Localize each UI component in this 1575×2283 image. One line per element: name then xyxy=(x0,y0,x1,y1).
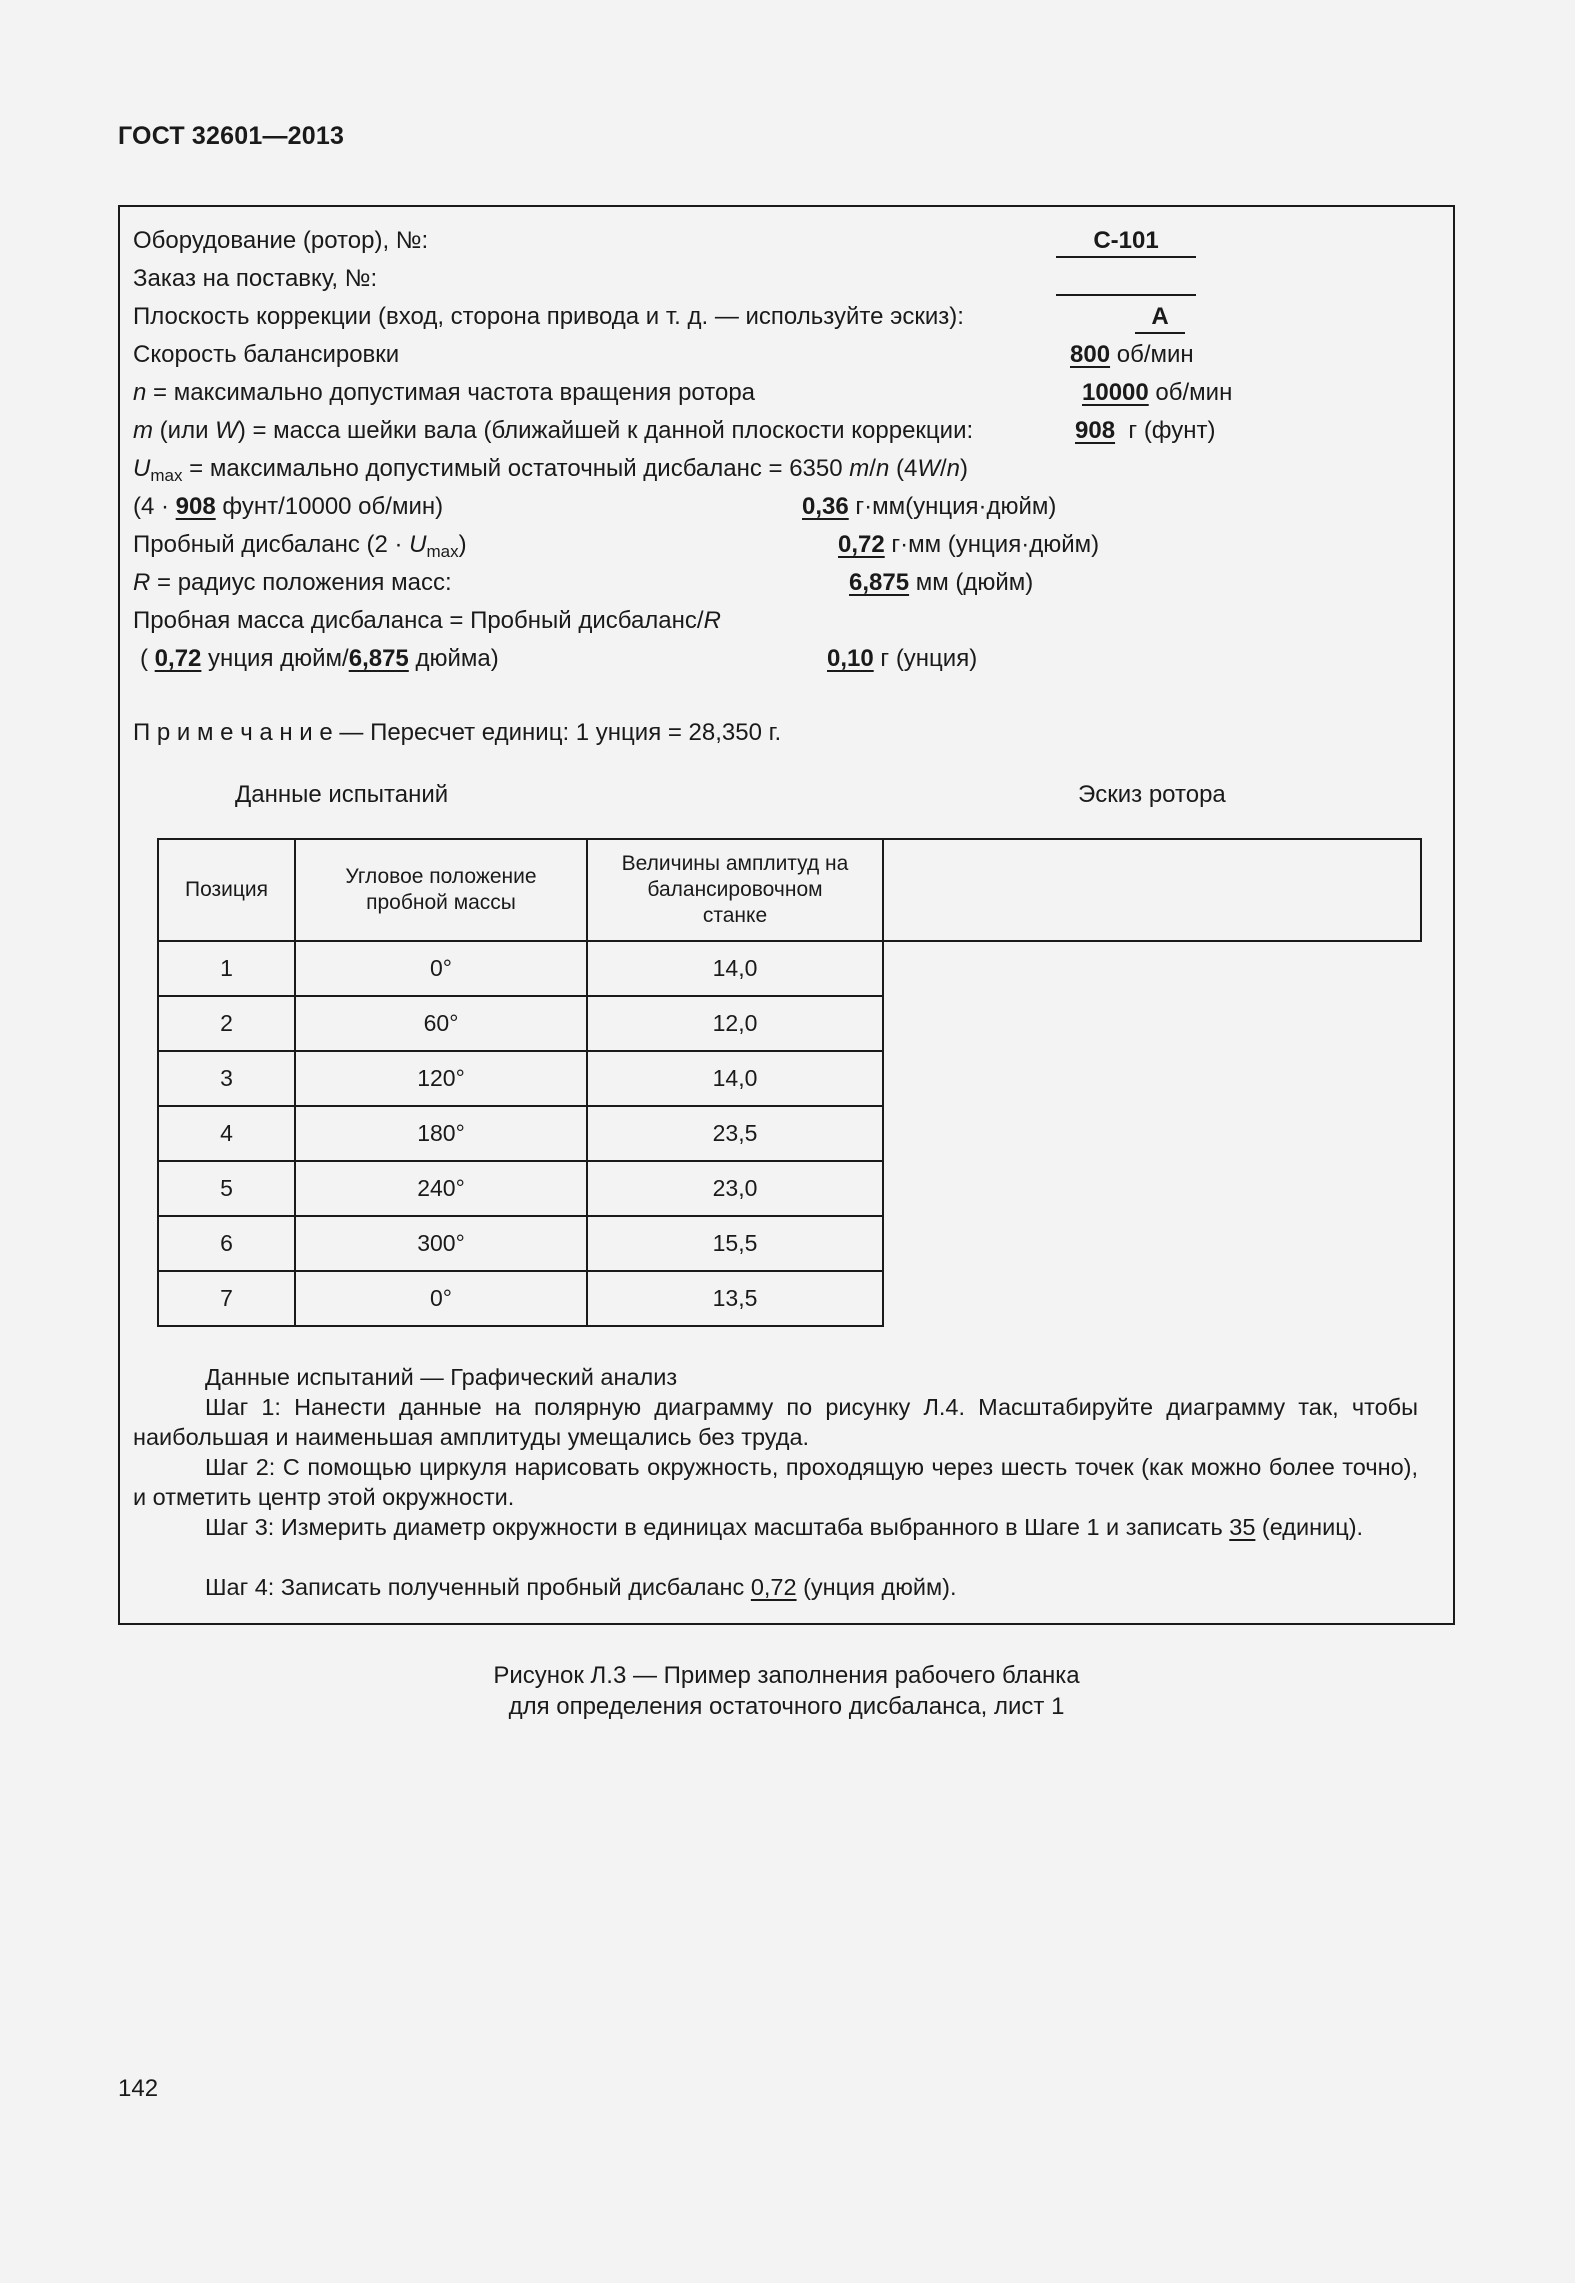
trial-close: ) xyxy=(458,531,467,558)
cell-position: 7 xyxy=(158,1271,295,1326)
r-symbol: R xyxy=(133,569,151,596)
n-line xyxy=(133,378,755,408)
trial-symbol: U xyxy=(409,531,427,558)
step-4-text-a: Шаг 4: Записать полученный пробный дисбаланс xyxy=(205,1574,751,1600)
rotor-sketch-area xyxy=(883,839,1421,941)
u-label: = максимально допустимый остаточный дисбаланс = 6350 xyxy=(182,455,850,482)
figure-caption xyxy=(118,1660,1455,1722)
analysis-title-line xyxy=(133,1362,1418,1392)
cell-position: 4 xyxy=(158,1106,295,1161)
u-subscript: max xyxy=(150,466,183,485)
n-unit: об/мин xyxy=(1155,379,1233,406)
u-formula-n2: n xyxy=(946,455,960,482)
cell-position: 5 xyxy=(158,1161,295,1216)
tests-heading: Данные испытаний xyxy=(235,781,449,808)
cell-amplitude: 15,5 xyxy=(587,1216,883,1271)
r-value: 6,875 xyxy=(849,569,910,596)
trial-label: Пробный дисбаланс (2 · xyxy=(133,531,410,558)
cell-angle: 300° xyxy=(295,1216,587,1271)
analysis-step-1 xyxy=(133,1392,1418,1452)
page-header: ГОСТ 32601—2013 xyxy=(118,122,345,150)
step-3-text-a: Шаг 3: Измерить диаметр окружности в единицах масштаба выбранного в Шаге 1 и записать xyxy=(205,1514,1230,1540)
equipment-label: Оборудование (ротор), №: xyxy=(133,227,429,254)
cell-amplitude: 14,0 xyxy=(587,1051,883,1106)
r-unit: мм (дюйм) xyxy=(915,569,1034,596)
u-formula-m: m xyxy=(849,455,870,482)
cell-position: 1 xyxy=(158,941,295,996)
speed-field xyxy=(1070,340,1194,370)
col-header-amplitude: Величины амплитуд на балансировочном станке xyxy=(587,839,883,941)
cell-angle: 180° xyxy=(295,1106,587,1161)
order-blank xyxy=(1056,264,1196,296)
cell-angle: 120° xyxy=(295,1051,587,1106)
n-label: = максимально допустимая частота вращения ротора xyxy=(146,379,756,406)
table-header-row xyxy=(158,839,1421,941)
u-formula-rest2: / xyxy=(939,455,947,482)
calc-rest: фунт/10000 об/мин) xyxy=(215,493,444,520)
mass-open: ( xyxy=(140,645,155,672)
mass-field xyxy=(827,644,977,674)
mass-line xyxy=(133,606,721,636)
table-row xyxy=(158,996,1421,1051)
equipment-value: С-101 xyxy=(1056,226,1196,258)
n-symbol: n xyxy=(133,379,147,406)
note-line xyxy=(133,718,781,748)
calc-result-field xyxy=(802,492,1056,522)
mass-unit: г (унция) xyxy=(880,645,978,672)
trial-subscript: max xyxy=(426,542,459,561)
m-mid: (или xyxy=(153,417,216,444)
u-formula-rest1: (4 xyxy=(889,455,918,482)
step-3-value: 35 xyxy=(1229,1514,1256,1540)
cell-amplitude: 23,5 xyxy=(587,1106,883,1161)
r-label: = радиус положения масс: xyxy=(150,569,452,596)
order-label: Заказ на поставку, №: xyxy=(133,265,378,292)
mass-mid: унция дюйм/ xyxy=(201,645,349,672)
analysis-title: Данные испытаний — Графический анализ xyxy=(205,1364,678,1390)
u-symbol: U xyxy=(133,455,151,482)
u-formula-n: n xyxy=(875,455,890,482)
trial-value: 0,72 xyxy=(838,531,885,558)
m-label: ) = масса шейки вала (ближайшей к данной плоскости коррекции: xyxy=(237,417,974,444)
page-number: 142 xyxy=(118,2075,159,2102)
test-data-table xyxy=(157,838,1422,1327)
step-2-text: Шаг 2: С помощью циркуля нарисовать окружность, проходящую через шесть точек (как можно более точно), и отметить центр этой окружности. xyxy=(133,1454,1418,1510)
mass-v1: 0,72 xyxy=(154,645,202,672)
m-unit: г (фунт) xyxy=(1128,417,1216,444)
speed-label: Скорость балансировки xyxy=(133,341,400,368)
table-row xyxy=(158,941,1421,996)
cell-amplitude: 12,0 xyxy=(587,996,883,1051)
analysis-step-3 xyxy=(133,1512,1418,1542)
u-line xyxy=(133,454,968,484)
col-header-angle: Угловое положение пробной массы xyxy=(295,839,587,941)
col-header-position: Позиция xyxy=(158,839,295,941)
step-1-text: Шаг 1: Нанести данные на полярную диаграмму по рисунку Л.4. Масштабируйте диаграмму так, чтобы наибольшая и наименьшая амплитуды умещались без труда. xyxy=(133,1394,1418,1450)
mass-value: 0,10 xyxy=(827,645,874,672)
step-4-text-b: (унция дюйм). xyxy=(796,1574,957,1600)
cell-amplitude: 23,0 xyxy=(587,1161,883,1216)
mass-end: дюйма) xyxy=(408,645,499,672)
n-value: 10000 xyxy=(1082,379,1149,406)
trial-unit: г·мм (унция·дюйм) xyxy=(891,531,1100,558)
speed-unit: об/мин xyxy=(1116,341,1194,368)
m-value: 908 xyxy=(1075,417,1116,444)
calc-line xyxy=(133,492,443,522)
m-field xyxy=(1075,416,1216,446)
table-row xyxy=(158,1216,1421,1271)
cell-position: 2 xyxy=(158,996,295,1051)
table-row xyxy=(158,1106,1421,1161)
trial-line xyxy=(133,530,467,560)
calc-result: 0,36 xyxy=(802,493,849,520)
u-formula-end: ) xyxy=(960,455,968,482)
r-field xyxy=(849,568,1033,598)
note-spaced: П р и м е ч а н и е xyxy=(133,719,333,746)
m-line xyxy=(133,416,973,446)
u-formula-w: W xyxy=(917,455,940,482)
step-3-text-b: (единиц). xyxy=(1255,1514,1364,1540)
cell-angle: 0° xyxy=(295,941,587,996)
trial-field xyxy=(838,530,1099,560)
mass-v2: 6,875 xyxy=(348,645,409,672)
speed-value: 800 xyxy=(1070,341,1111,368)
r-line xyxy=(133,568,452,598)
sketch-heading: Эскиз ротора xyxy=(1078,781,1226,808)
n-field xyxy=(1082,378,1232,408)
note-text: — Пересчет единиц: 1 унция = 28,350 г. xyxy=(332,719,782,746)
w-symbol: W xyxy=(215,417,238,444)
cell-position: 3 xyxy=(158,1051,295,1106)
step-4-value: 0,72 xyxy=(750,1574,797,1600)
caption-line-2: для определения остаточного дисбаланса, лист 1 xyxy=(508,1693,1065,1720)
cell-angle: 0° xyxy=(295,1271,587,1326)
mass-calc-line xyxy=(140,644,499,674)
plane-value: А xyxy=(1135,302,1185,334)
cell-angle: 240° xyxy=(295,1161,587,1216)
cell-angle: 60° xyxy=(295,996,587,1051)
analysis-step-2 xyxy=(133,1452,1418,1512)
cell-amplitude: 13,5 xyxy=(587,1271,883,1326)
cell-position: 6 xyxy=(158,1216,295,1271)
table-row xyxy=(158,1051,1421,1106)
calc-unit: г·мм(унция·дюйм) xyxy=(855,493,1057,520)
caption-line-1: Рисунок Л.3 — Пример заполнения рабочего бланка xyxy=(493,1662,1080,1689)
table-row xyxy=(158,1161,1421,1216)
mass-label: Пробная масса дисбаланса = Пробный дисбаланс/ xyxy=(133,607,704,634)
table-row xyxy=(158,1271,1421,1326)
calc-open: (4 · xyxy=(133,493,176,520)
u-formula-slash: / xyxy=(869,455,876,482)
cell-amplitude: 14,0 xyxy=(587,941,883,996)
analysis-step-4 xyxy=(133,1572,1418,1602)
m-symbol: m xyxy=(133,417,153,444)
mass-symbol: R xyxy=(703,607,721,634)
plane-label: Плоскость коррекции (вход, сторона привода и т. д. — используйте эскиз): xyxy=(133,303,964,330)
calc-value: 908 xyxy=(175,493,216,520)
